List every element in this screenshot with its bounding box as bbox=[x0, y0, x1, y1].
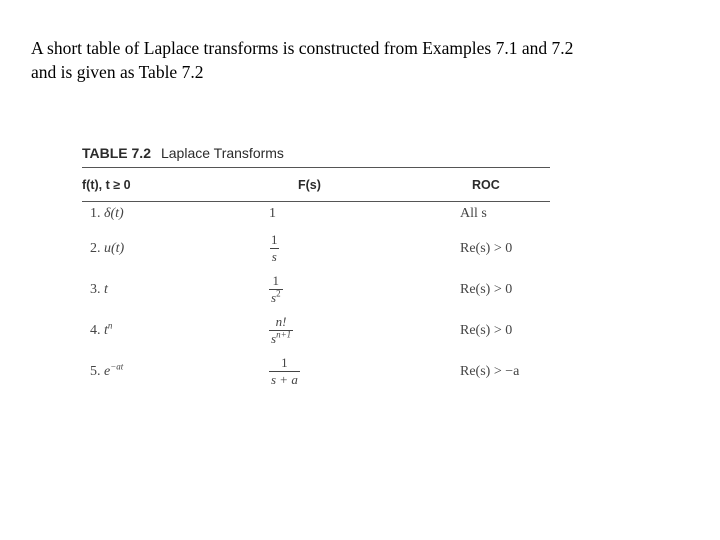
laplace-table bbox=[82, 145, 550, 396]
row-function: 5. $e^{-at}$ bbox=[90, 361, 124, 379]
transform-fraction bbox=[269, 273, 283, 306]
row-transform bbox=[269, 355, 300, 388]
transform-fraction bbox=[269, 232, 280, 265]
row-transform bbox=[269, 232, 280, 265]
fraction-denominator: $s^{n+1}$ bbox=[271, 329, 292, 346]
intro-line-1: A short table of Laplace transforms is constructed from Examples 7.1 and 7.2 bbox=[31, 38, 574, 58]
row-function bbox=[90, 282, 108, 298]
fraction-numerator: 1 bbox=[271, 232, 278, 247]
fraction-numerator: 1 bbox=[281, 355, 288, 370]
row-transform bbox=[269, 314, 293, 347]
fraction-denominator: s + a bbox=[271, 372, 298, 387]
table-row bbox=[82, 202, 550, 232]
time-function: δ(t) bbox=[104, 206, 124, 221]
intro-line-2: and is given as Table 7.2 bbox=[31, 62, 204, 82]
table-title: Laplace Transforms bbox=[160, 145, 284, 161]
row-roc: Re(s) > 0 bbox=[460, 282, 513, 297]
table-header-row bbox=[82, 168, 550, 201]
row-number: 1. bbox=[90, 206, 101, 221]
row-transform: 1 bbox=[269, 206, 276, 221]
time-function: u(t) bbox=[104, 241, 125, 256]
header-roc: ROC bbox=[472, 178, 500, 192]
header-fs: F(s) bbox=[298, 178, 321, 192]
row-number: 2. bbox=[90, 241, 101, 256]
fraction-denominator: s bbox=[271, 249, 277, 264]
row-function: 4. $t^n$ bbox=[90, 320, 113, 338]
table-caption bbox=[82, 145, 550, 167]
time-function: e bbox=[104, 364, 111, 379]
transform-fraction bbox=[269, 355, 300, 388]
fraction-denominator: $s^2$ bbox=[271, 288, 281, 305]
row-number: 3. bbox=[90, 282, 101, 297]
table-row bbox=[82, 314, 550, 355]
row-number: 4. bbox=[90, 323, 101, 338]
fraction-numerator: 1 bbox=[272, 273, 280, 288]
row-number: 5. bbox=[90, 364, 101, 379]
row-roc: Re(s) > 0 bbox=[460, 323, 513, 338]
table-row bbox=[82, 232, 550, 273]
intro-text bbox=[31, 36, 691, 84]
header-ft: f(t), t ≥ 0 bbox=[82, 178, 131, 192]
transform-fraction bbox=[269, 314, 293, 347]
table-number: TABLE 7.2 bbox=[82, 145, 151, 161]
time-function: t bbox=[104, 323, 108, 338]
row-transform bbox=[269, 273, 283, 306]
time-function: t bbox=[104, 282, 108, 297]
row-roc: Re(s) > 0 bbox=[460, 241, 513, 256]
row-roc: Re(s) > −a bbox=[460, 364, 520, 379]
fraction-numerator: n! bbox=[275, 314, 287, 329]
row-function bbox=[90, 206, 124, 222]
row-function bbox=[90, 241, 124, 257]
table-row bbox=[82, 273, 550, 314]
table-row bbox=[82, 355, 550, 396]
row-roc: All s bbox=[460, 206, 487, 221]
table-body bbox=[82, 202, 550, 396]
